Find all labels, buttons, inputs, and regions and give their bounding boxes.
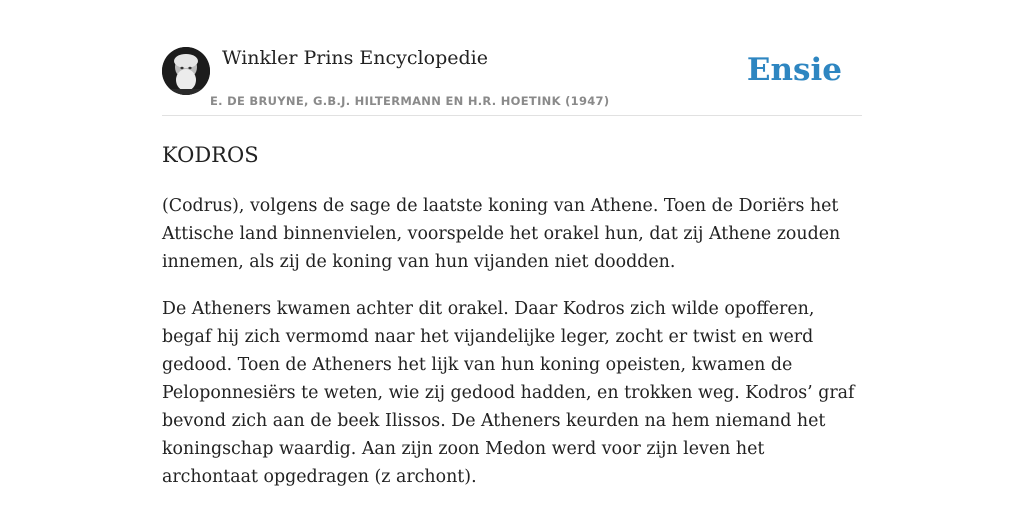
source-title[interactable]: Winkler Prins Encyclopedie bbox=[222, 47, 488, 69]
portrait-icon bbox=[162, 47, 210, 95]
entry-paragraph: De Atheners kwamen achter dit orakel. Daar Kodros zich wilde opofferen, begaf hij zich vermomd naar het vijandelijke leger, zocht er twist en werd gedood. Toen de Atheners het lijk van hun koning opeisten, kwamen de Peloponnesiërs te weten, wie zij gedood hadden, en trokken weg. Kodros’ graf bevond zich aan de beek Ilissos. De Atheners keurden na hem niemand het koningschap waardig. Aan zijn zoon Medon werd voor zijn leven het archontaat opgedragen (z archont). bbox=[162, 299, 855, 487]
entry-paragraph: (Codrus), volgens de sage de laatste koning van Athene. Toen de Doriërs het Attische land binnenvielen, voorspelde het orakel hun, dat zij Athene zouden innemen, als zij de koning van hun vijanden niet doodden. bbox=[162, 196, 841, 272]
entry-body bbox=[162, 192, 862, 510]
brand-logo[interactable]: Ensie bbox=[746, 52, 842, 88]
entry-title: KODROS bbox=[162, 143, 259, 167]
author-avatar[interactable] bbox=[162, 47, 210, 95]
source-authors: E. DE BRUYNE, G.B.J. HILTERMANN EN H.R. HOETINK (1947) bbox=[210, 94, 610, 108]
header-divider bbox=[162, 115, 862, 116]
